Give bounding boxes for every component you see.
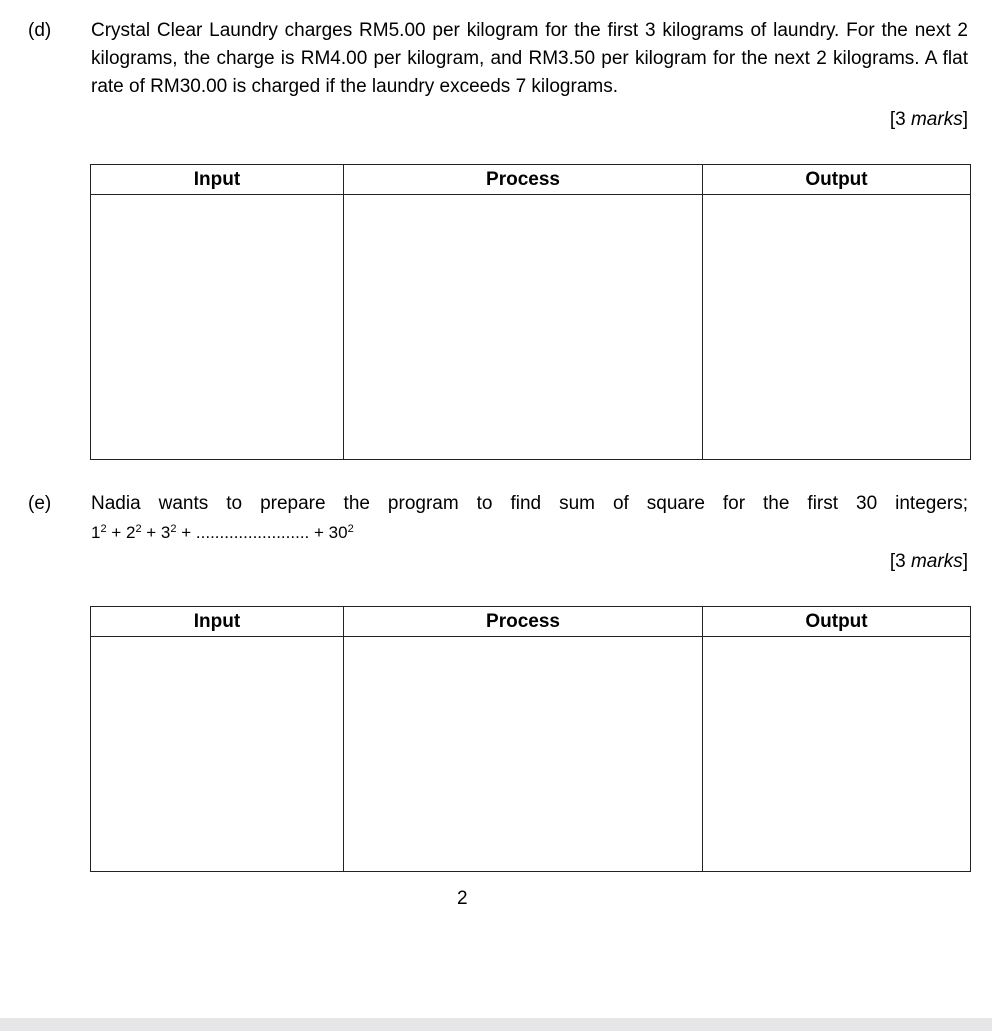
formula-exponent-1: 2 — [100, 523, 107, 535]
marks-word: marks — [910, 551, 963, 572]
formula-plus: + — [176, 523, 196, 542]
formula-exponent-3: 2 — [170, 523, 177, 535]
output-answer-cell[interactable] — [703, 195, 971, 460]
ipo-answer-row — [91, 195, 971, 460]
marks-close: ] — [962, 109, 968, 130]
process-answer-cell[interactable] — [344, 637, 703, 872]
ipo-header-row — [91, 165, 971, 195]
marks-word: marks — [910, 109, 963, 130]
formula-term-2: + 2 — [106, 523, 136, 542]
ipo-answer-row — [91, 637, 971, 872]
formula-term-1: 1 — [91, 523, 101, 542]
formula-ellipsis: ........................ — [195, 523, 310, 542]
formula-term-3: + 3 — [141, 523, 171, 542]
header-input: Input — [91, 165, 344, 195]
ipo-header-row — [91, 607, 971, 637]
header-output: Output — [703, 607, 971, 637]
marks-open: [3 — [889, 109, 911, 130]
input-answer-cell[interactable] — [91, 637, 344, 872]
question-e-ipo-table — [90, 606, 971, 872]
header-input: Input — [91, 607, 344, 637]
process-answer-cell[interactable] — [344, 195, 703, 460]
question-d-marks — [890, 108, 968, 132]
sum-of-squares-formula — [91, 521, 354, 545]
formula-term-30: + 30 — [309, 523, 348, 542]
bottom-scroll-bar — [0, 1018, 992, 1031]
formula-exponent-30: 2 — [347, 523, 354, 535]
question-e-marks — [890, 550, 968, 574]
question-d-text: Crystal Clear Laundry charges RM5.00 per kilogram for the first 3 kilograms of laundry. For the next 2 kilograms, the charge is RM4.00 per kilogram, and RM3.50 per kilogram for the next 2 kilograms. A flat rate of RM30.00 is charged if the laundry exceeds 7 kilograms. — [91, 20, 968, 97]
marks-close: ] — [962, 551, 968, 572]
question-e-label: (e) — [28, 493, 52, 514]
question-d-ipo-table — [90, 164, 971, 460]
page-number: 2 — [457, 888, 468, 909]
marks-open: [3 — [889, 551, 911, 572]
input-answer-cell[interactable] — [91, 195, 344, 460]
question-e-text: Nadia wants to prepare the program to find sum of square for the first 30 integers; — [91, 493, 968, 514]
question-d-label: (d) — [28, 20, 52, 41]
output-answer-cell[interactable] — [703, 637, 971, 872]
header-output: Output — [703, 165, 971, 195]
formula-exponent-2: 2 — [135, 523, 142, 535]
header-process: Process — [344, 607, 703, 637]
header-process: Process — [344, 165, 703, 195]
